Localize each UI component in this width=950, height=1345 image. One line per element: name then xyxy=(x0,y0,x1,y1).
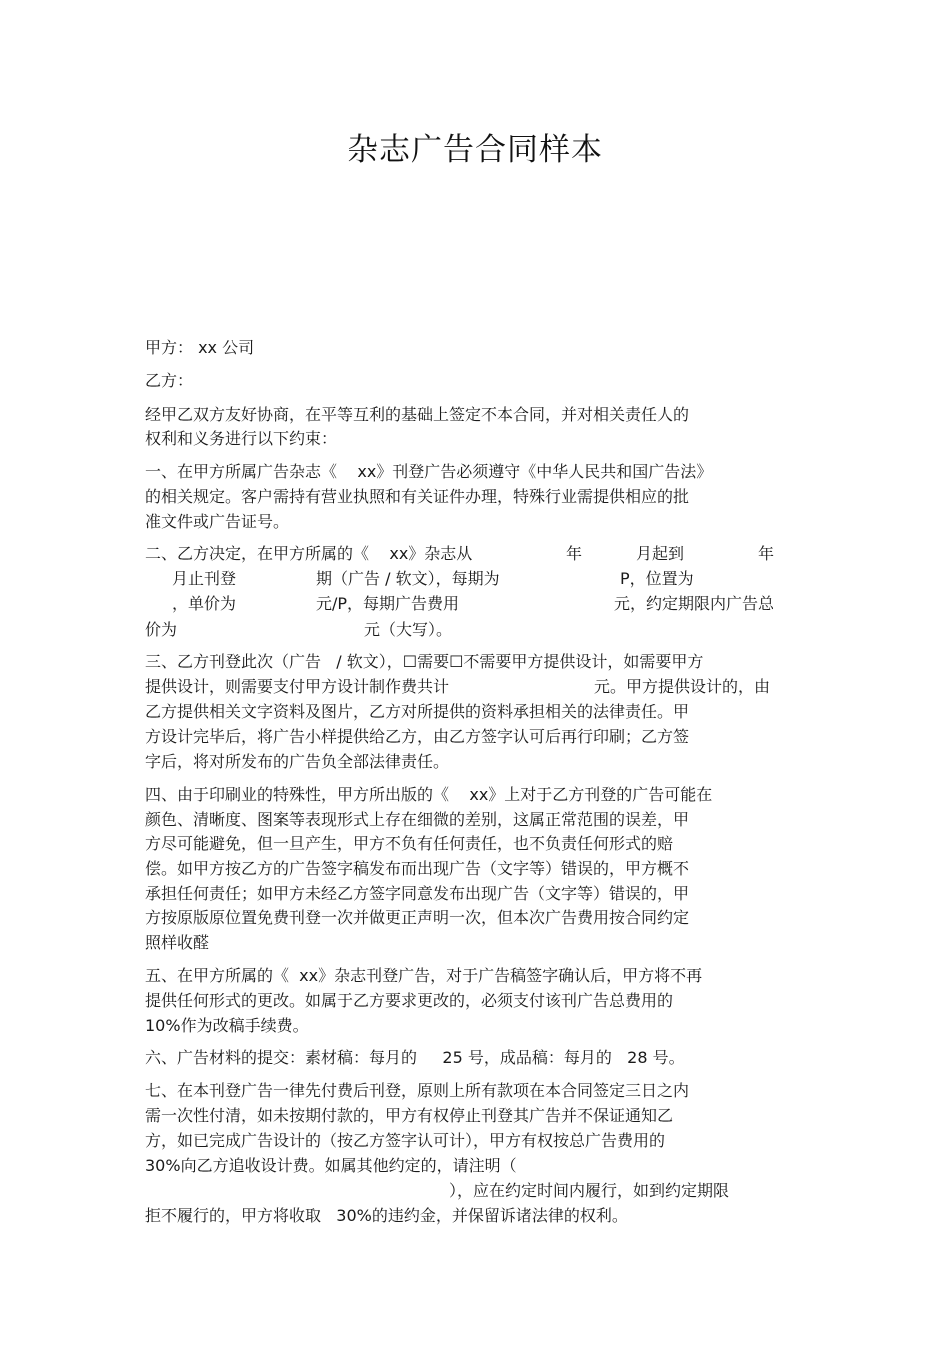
clause5-line: 10%作为改稿手续费。 xyxy=(145,1016,309,1035)
clause6-line: 六、广告材料的提交：素材稿：每月的 25 号，成品稿：每月的 28 号。 xyxy=(145,1048,685,1067)
clause2-text: 元，约定期限内广告总 xyxy=(614,594,775,613)
clause4-line: 偿。如甲方按乙方的广告签字稿发布而出现广告（文字等）错误的，甲方概不 xyxy=(145,859,690,878)
clause4-line: 照样收醛 xyxy=(145,933,210,952)
clause2-text: 年 xyxy=(758,544,775,563)
party-a-line: 甲方： xx 公司 xyxy=(145,338,255,357)
party-b-line: 乙方： xyxy=(145,371,194,390)
clause2-text: 元（大写）。 xyxy=(364,620,453,639)
clause4-line: 方尽可能避免，但一旦产生，甲方不负有任何责任，也不负责任何形式的赔 xyxy=(145,834,674,853)
clause2-text: 期（广告 / 软文），每期为 xyxy=(316,569,500,588)
clause7-line: 七、在本刊登广告一律先付费后刊登，原则上所有款项在本合同签定三日之内 xyxy=(145,1081,690,1100)
clause7-line: 方，如已完成广告设计的（按乙方签字认可计），甲方有权按总广告费用的 xyxy=(145,1131,666,1150)
clause2-text: 元/P，每期广告费用 xyxy=(316,594,460,613)
clause1-line: 的相关规定。客户需持有营业执照和有关证件办理，特殊行业需提供相应的批 xyxy=(145,487,690,506)
clause2-text: ，单价为 xyxy=(172,594,237,613)
clause2-text: 价为 xyxy=(145,620,178,639)
clause1-line: 准文件或广告证号。 xyxy=(145,512,290,531)
intro-line: 权利和义务进行以下约束： xyxy=(145,429,338,448)
clause3-line: 三、乙方刊登此次（广告 / 软文），☐需要☐不需要甲方提供设计，如需要甲方 xyxy=(145,652,704,671)
document-title: 杂志广告合同样本 xyxy=(347,132,603,168)
clause3-line: 元。甲方提供设计的，由 xyxy=(594,677,771,696)
clause3-line: 乙方提供相关文字资料及图片，乙方对所提供的资料承担相关的法律责任。甲 xyxy=(145,702,690,721)
clause3-line: 方设计完毕后，将广告小样提供给乙方，由乙方签字认可后再行印刷；乙方签 xyxy=(145,727,690,746)
clause2-text: P，位置为 xyxy=(620,569,694,588)
clause2-text: 二、乙方决定，在甲方所属的《 xx》杂志从 xyxy=(145,544,473,563)
clause5-line: 提供任何形式的更改。如属于乙方要求更改的，必须支付该刊广告总费用的 xyxy=(145,991,674,1010)
intro-line: 经甲乙双方友好协商，在平等互利的基础上签定不本合同，并对相关责任人的 xyxy=(145,405,690,424)
clause7-line: 拒不履行的，甲方将收取 30%的违约金，并保留诉诸法律的权利。 xyxy=(145,1206,628,1225)
clause7-line: 30%向乙方追收设计费。如属其他约定的，请注明（ xyxy=(145,1156,517,1175)
clause7-line: ），应在约定时间内履行，如到约定期限 xyxy=(449,1181,730,1200)
clause3-line: 提供设计，则需要支付甲方设计制作费共计 xyxy=(145,677,450,696)
clause5-line: 五、在甲方所属的《 xx》杂志刊登广告，对于广告稿签字确认后，甲方将不再 xyxy=(145,966,703,985)
clause7-line: 需一次性付清，如未按期付款的，甲方有权停止刊登其广告并不保证通知乙 xyxy=(145,1106,674,1125)
clause3-line: 字后，将对所发布的广告负全部法律责任。 xyxy=(145,752,450,771)
clause4-line: 四、由于印刷业的特殊性，甲方所出版的《 xx》上对于乙方刊登的广告可能在 xyxy=(145,785,713,804)
clause4-line: 承担任何责任；如甲方未经乙方签字同意发布出现广告（文字等）错误的，甲 xyxy=(145,884,690,903)
clause2-text: 月止刊登 xyxy=(172,569,237,588)
clause4-line: 颜色、清晰度、图案等表现形式上存在细微的差别，这属正常范围的误差，甲 xyxy=(145,810,690,829)
clause4-line: 方按原版原位置免费刊登一次并做更正声明一次，但本次广告费用按合同约定 xyxy=(145,908,690,927)
clause2-text: 年 xyxy=(566,544,583,563)
clause1-line: 一、在甲方所属广告杂志《 xx》刊登广告必须遵守《中华人民共和国广告法》 xyxy=(145,462,713,481)
clause2-text: 月起到 xyxy=(636,544,685,563)
